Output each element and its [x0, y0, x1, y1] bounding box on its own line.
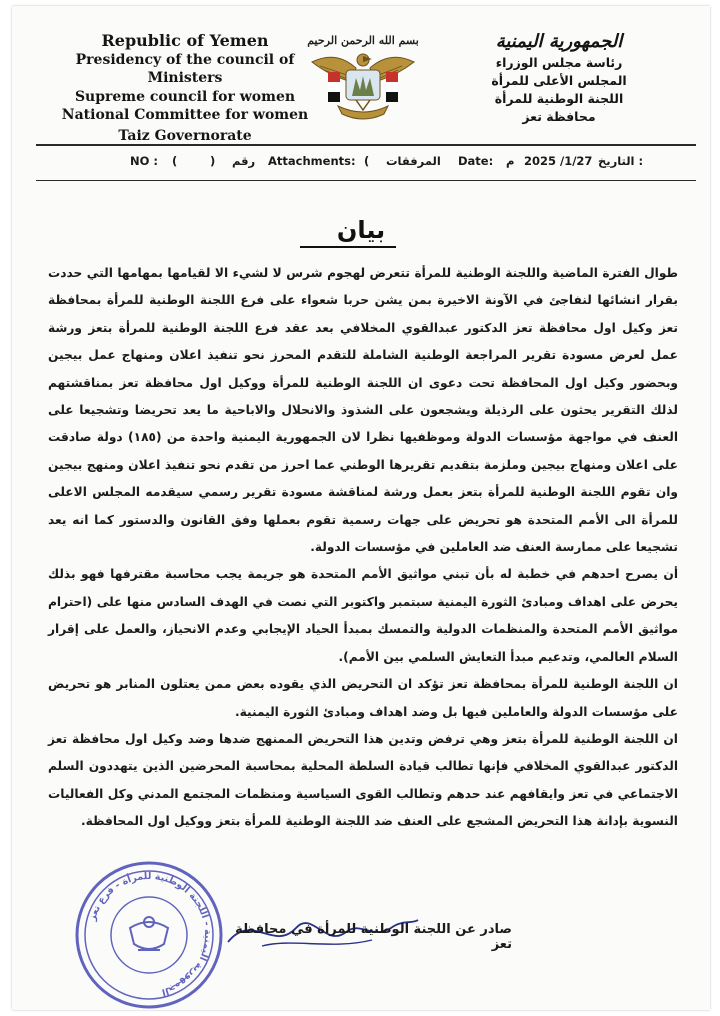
basmala-text: بسم الله الرحمن الرحيم	[307, 34, 419, 47]
ref-date-label: Date:	[458, 154, 494, 168]
official-stamp-icon	[72, 858, 226, 1010]
ref-date-arabic: التاريخ :	[598, 154, 644, 168]
letterhead	[12, 6, 710, 146]
yemen-emblem-icon	[300, 26, 426, 130]
ref-no-label: NO :	[130, 154, 159, 168]
document-title: بيان	[336, 216, 386, 244]
ref-attachments-label: Attachments:	[268, 154, 356, 168]
svg-text:الجمهورية اليمنية - اللجنة الو	[87, 871, 213, 997]
english-line-governorate: Taiz Governorate	[118, 127, 252, 144]
ref-date-value: 2025 /1/27	[524, 154, 593, 168]
english-line-presidency: Presidency of the council of Ministers	[75, 51, 295, 86]
arabic-line-country: الجمهورية اليمنية	[495, 31, 623, 52]
arabic-line-council: المجلس الأعلى للمرأة	[491, 73, 627, 88]
body-paragraph: طوال الفترة الماضية واللجنة الوطنية للمرأة تتعرض لهجوم شرس لا لشيء الا لقيامها بمهامها التي حددت بقرار انشائها لنفاجئ في الآونة الاخيرة بمن يشن حربا شعواء على فرع اللجنة الوطنية للمرأة بمحافظة تعز وكيل اول محافظة تعز الدكتور عبدالقوي المخلافي بعد عقد فرع اللجنة الوطنية للمرأة بتعز ورشة عمل لعرض مسودة تقرير المراجعة الوطنية الشاملة للتقدم المحرز نحو تنفيذ اعلان ومنهاج عمل بيجين وبحضور وكيل اول المحافظة تحت دعوى ان اللجنة الوطنية للمرأة ووكيل اول محافظة تعز بمناقشتهم لذلك التقرير يحثون على الرذيلة ويشجعون على الشذوذ والانحلال والاباحية ما يعد تحريضا وتشجيعا على العنف في مواجهة مؤسسات الدولة وموظفيها نظرا لان الجمهورية اليمنية واحدة من (١٨٥) دولة صادقت على اعلان ومنهاج بيجين وملزمة بتقديم تقريرها الوطني عما احرز من تقدم نحو تنفيذ اعلان ومنهج بيجين وان تقوم اللجنة الوطنية للمرأة بتعز بعمل ورشة لمناقشة مسودة تقرير رسمي سيقدمه المجلس الاعلى للمرأة الى الأمم المتحدة هو تحريض على جهات رسمية تقوم بعملها وفق القانون والدستور كما انه يعد تشجيعا على ممارسة العنف ضد العاملين في مؤسسات الدولة.	[48, 266, 679, 555]
stamp-ring-text: الجمهورية اليمنية - اللجنة الوطنية للمرأة - فرع تعز	[87, 870, 214, 998]
reference-divider	[36, 180, 696, 181]
ref-no-paren-close: )	[210, 154, 216, 168]
body-paragraph: أن يصرح احدهم في خطبة له بأن تبني مواثيق الأمم المتحدة هو جريمة يجب محاسبة مقترفها فهو بذلك يحرض على اهداف ومبادئ الثورة اليمنية سبتمبر واكتوبر التي نصت في الهدف السادس منها على (احترام مواثيق الأمم المتحدة والمنظمات الدولية والتمسك بمبدأ الحياد الإيجابي وعدم الانحياز، والعمل على إقرار السلام العالمي، وتدعيم مبدأ التعايش السلمي بين الأمم).	[48, 567, 678, 664]
body-paragraph: ان اللجنة الوطنية للمرأة بمحافظة تعز تؤكد ان التحريض الذي يقوده بعض ممن يعتلون المنابر هو تحريض على مؤسسات الدولة والعاملين فيها بل وضد اهداف ومبادئ الثورة اليمنية.	[48, 677, 678, 719]
document-page	[12, 6, 710, 1010]
ref-attachments-arabic: المرفقات	[386, 154, 441, 168]
body-paragraph: ان اللجنة الوطنية للمرأة بتعز وهي ترفض وتدين هذا التحريض الممنهج ضدها وضد وكيل اول محافظة تعز الدكتور عبدالقوي المخلافي فإنها تطالب قيادة السلطة المحلية بمحاسبة المحرضين الذين يتهددون السلم الاجتماعي في تعز وايقافهم عند حدهم وتطالب القوى السياسية ومنظمات المجتمع المدني وكل الفعاليات النسوية بإدانة هذا التحريض المشجع على العنف ضد اللجنة الوطنية للمرأة بتعز ووكيل اول المحافظة.	[48, 731, 678, 829]
arabic-letterhead	[464, 30, 654, 126]
arabic-line-presidency: رئاسة مجلس الوزراء	[495, 55, 623, 70]
english-line-council: Supreme council for women	[74, 88, 296, 105]
english-line-country: Republic of Yemen	[101, 31, 269, 50]
header-divider	[36, 144, 696, 146]
title-underline	[300, 246, 396, 248]
reference-row	[12, 154, 710, 176]
arabic-line-committee: اللجنة الوطنية للمرأة	[494, 91, 624, 106]
english-line-committee: National Committee for women	[61, 107, 309, 123]
english-letterhead	[60, 32, 310, 145]
document-body	[48, 260, 678, 836]
arabic-line-governorate: محافظة تعز	[522, 109, 596, 124]
ref-no-paren-open: (	[172, 154, 178, 168]
signature-line: صادر عن اللجنة الوطنية للمرأة في محافظة تعز	[235, 922, 512, 952]
ref-date-suffix: م	[506, 154, 515, 168]
ref-no-arabic: رقم	[232, 154, 256, 168]
ref-attachments-paren: (	[364, 154, 370, 168]
